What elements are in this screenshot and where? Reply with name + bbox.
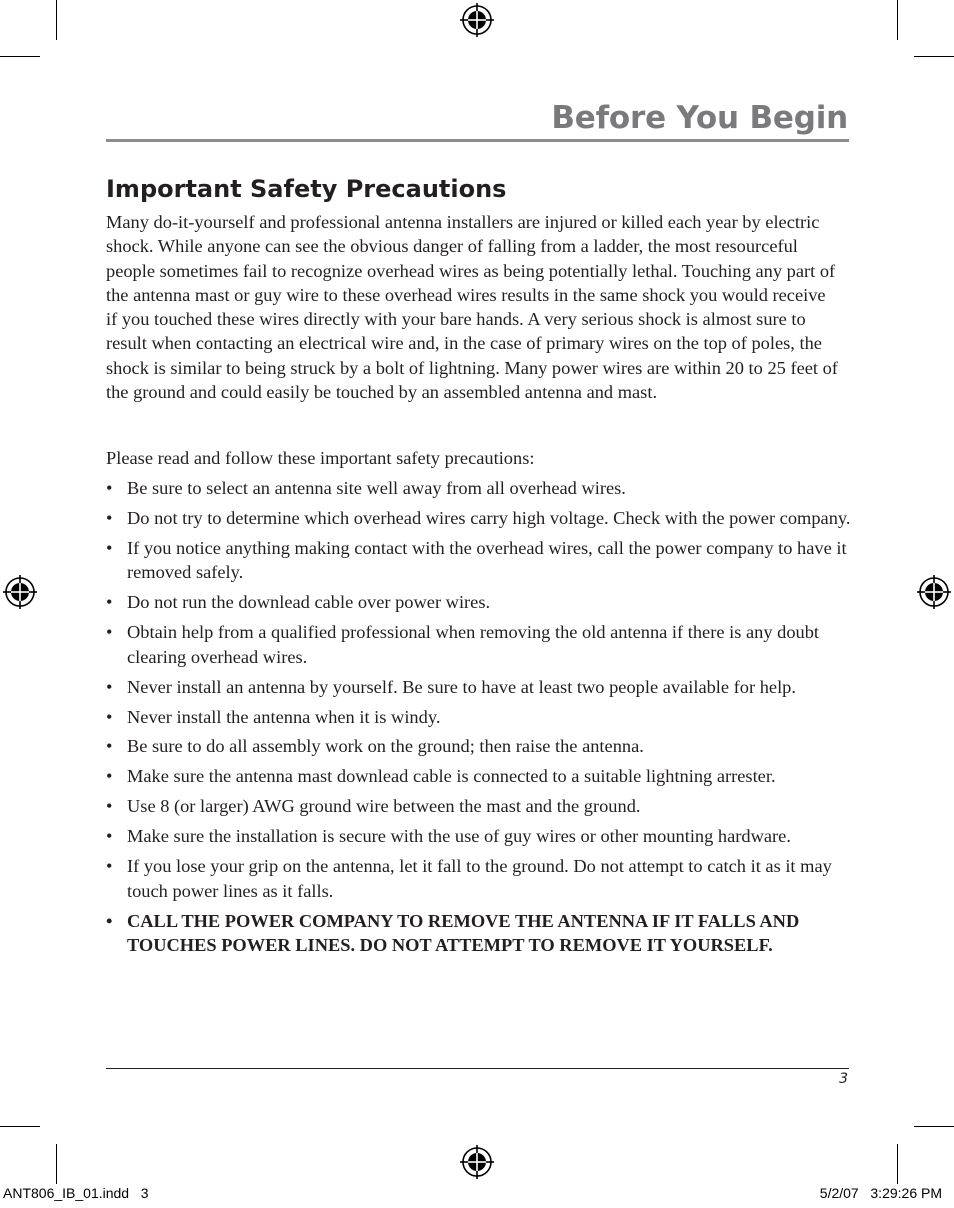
list-item [106,734,851,758]
precautions-lead: Please read and follow these important safety precautions: [106,448,535,468]
list-item-text: Make sure the antenna mast downlead cable is connected to a suitable lightning arrester. [127,766,776,787]
list-item-text: CALL THE POWER COMPANY TO REMOVE THE ANTENNA IF IT FALLS AND TOUCHES POWER LINES. DO NOT ATTEMPT TO REMOVE IT YOURSELF. [127,910,800,955]
list-item-text: Obtain help from a qualified professional when removing the old antenna if there is any doubt clearing overhead wires. [127,622,820,667]
page-title: Before You Begin [551,100,848,136]
list-item [106,506,851,530]
bullet-icon: • [106,592,113,613]
crop-mark-icon [56,0,57,40]
bullet-icon: • [106,706,113,727]
crop-mark-icon [914,56,954,57]
list-item-text: Make sure the installation is secure with the use of guy wires or other mounting hardware. [127,826,791,847]
bullet-icon: • [106,736,113,757]
bullet-icon: • [106,796,113,817]
list-item-warning [106,909,851,958]
list-item [106,794,851,818]
list-item [106,824,851,848]
crop-mark-icon [0,56,40,57]
bullet-icon: • [106,507,113,528]
bullet-icon: • [106,826,113,847]
list-item [106,536,851,585]
list-item-text: Never install an antenna by yourself. Be sure to have at least two people available for help. [127,676,796,697]
bullet-icon: • [106,622,113,643]
registration-mark-icon [460,3,494,37]
crop-mark-icon [897,0,898,40]
list-item [106,764,851,788]
slug-file-info: ANT806_IB_01.indd 3 [3,1185,149,1201]
list-item-text: If you notice anything making contact with the overhead wires, call the power company to have it removed safely. [127,537,847,583]
bullet-icon: • [106,676,113,697]
bullet-icon: • [106,478,113,498]
list-item [106,705,851,729]
list-item [106,854,851,903]
list-item-text: Be sure to select an antenna site well away from all overhead wires. [127,478,626,498]
list-item-text: Never install the antenna when it is windy. [127,706,441,727]
list-item-text: Use 8 (or larger) AWG ground wire between the mast and the ground. [127,796,641,817]
page-number: 3 [839,1071,848,1087]
slug-timestamp: 5/2/07 3:29:26 PM [819,1185,942,1201]
bullet-icon: • [106,537,113,558]
crop-mark-icon [914,1126,954,1127]
registration-mark-icon [460,1145,494,1179]
section-title: Important Safety Precautions [106,175,507,203]
list-item-text: Do not try to determine which overhead wires carry high voltage. Check with the power company. [127,507,851,528]
footer-divider [106,1068,849,1069]
header-divider [106,139,849,142]
crop-mark-icon [0,1126,40,1127]
bullet-icon: • [106,766,113,787]
bullet-icon: • [106,856,113,877]
list-item [106,620,851,669]
bullet-icon: • [106,910,113,931]
list-item-text: If you lose your grip on the antenna, let it fall to the ground. Do not attempt to catch it as it may touch power lines as it falls. [127,856,832,901]
crop-mark-icon [897,1144,898,1184]
list-item-text: Do not run the downlead cable over power wires. [127,592,491,613]
registration-mark-icon [3,575,37,609]
intro-paragraph: Many do-it-yourself and professional antenna installers are injured or killed each year by electric shock. While anyone can see the obvious danger of falling from a ladder, the most resourceful people sometimes fail to recognize overhead wires as being potentially lethal. Touching any part of the antenna mast or guy wire to these overhead wires results in the same shock you would receive if you touched these wires directly with your bare hands. A very serious shock is almost sure to result when contacting an electrical wire and, in the case of primary wires on the top of poles, the shock is similar to being struck by a bolt of lightning. Many power wires are within 20 to 25 feet of the ground and could easily be touched by an assembled antenna and mast. [106,212,838,403]
list-item [106,590,851,614]
registration-mark-icon [917,575,951,609]
precautions-list [106,476,851,963]
crop-mark-icon [56,1144,57,1184]
list-item [106,675,851,699]
list-item-text: Be sure to do all assembly work on the ground; then raise the antenna. [127,736,644,757]
list-item [106,476,851,500]
